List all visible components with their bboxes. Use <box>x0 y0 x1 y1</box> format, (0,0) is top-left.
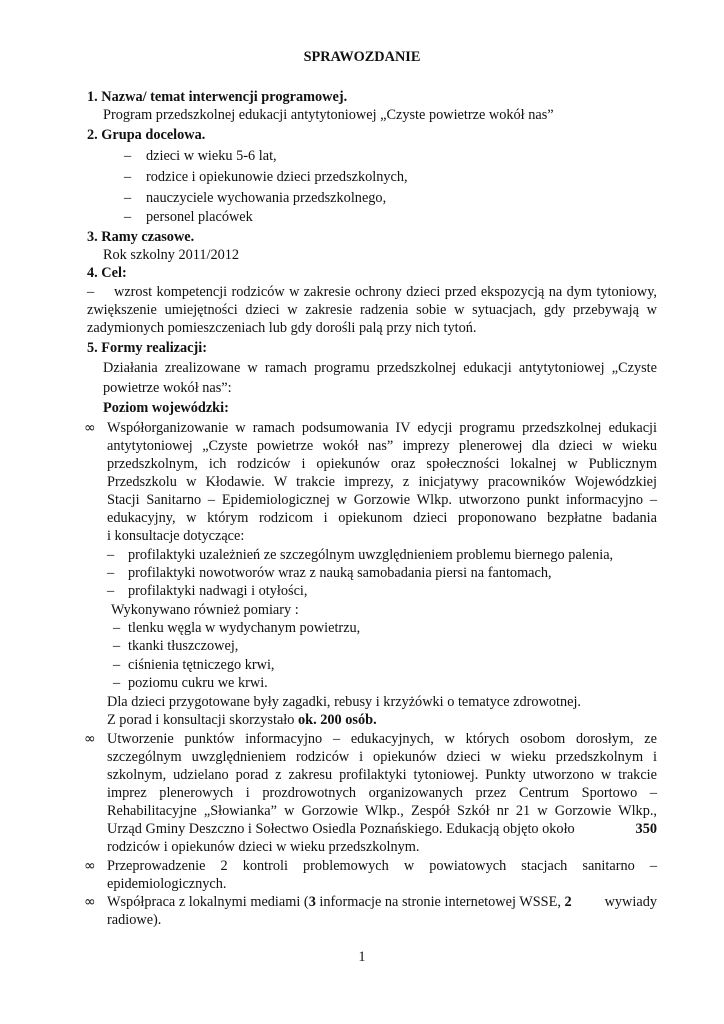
list-dash: – <box>113 638 121 654</box>
media-text-mid: informacje na stronie internetowej WSSE, <box>315 894 565 910</box>
web-info-count: 3 <box>308 894 316 910</box>
bullet-4-line <box>107 893 657 911</box>
bullet-2-line: rodziców i opiekunów dzieci w wieku przedszkolnym. <box>107 839 420 855</box>
bullet-1-line: antytytoniowej „Czyste powietrze wokół nas” imprezy plenerowej dla dzieci w wieku <box>107 438 657 454</box>
measurement-item: tlenku węgla w wydychanym powietrzu, <box>128 620 361 636</box>
level-heading: Poziom wojewódzki: <box>103 400 229 416</box>
section-2-heading: 2. Grupa docelowa. <box>87 127 206 143</box>
consultation-summary <box>107 711 377 729</box>
list-dash: – <box>124 169 132 185</box>
bullet-2-line: szczególnym uwzględnieniem rodziców i opiekunów dzieci w wieku przedszkolnym i <box>107 749 657 765</box>
list-dash: – <box>113 657 121 673</box>
list-item: dzieci w wieku 5-6 lat, <box>146 148 277 164</box>
list-item: rodzice i opiekunowie dzieci przedszkolnych, <box>146 169 408 185</box>
measurements-intro: Wykonywano również pomiary : <box>111 602 299 618</box>
infinity-bullet-icon: ∞ <box>84 858 96 874</box>
list-dash: – <box>113 675 121 691</box>
goal-line: zwiększenie umiejętności dzieci w zakresie radzenia sobie w sytuacjach, gdy przebywają w <box>87 302 657 318</box>
bullet-1-line: Współorganizowanie w ramach podsumowania IV edycji programu przedszkolnej edukacji <box>107 420 657 436</box>
measurement-item: poziomu cukru we krwi. <box>128 675 268 691</box>
list-dash: – <box>124 190 132 206</box>
section-3-heading: 3. Ramy czasowe. <box>87 229 195 245</box>
forms-intro-line: powietrze wokół nas”: <box>103 380 232 396</box>
section-1-heading: 1. Nazwa/ temat interwencji programowej. <box>87 89 348 105</box>
bullet-2-line: Rehabilitacyjne „Słowianka” w Gorzowie Wlkp., Zespół Szkół nr 21 w Gorzowie Wlkp., <box>107 803 657 819</box>
document-title: SPRAWOZDANIE <box>303 49 421 65</box>
measurement-item: tkanki tłuszczowej, <box>128 638 239 654</box>
bullet-3-line: Przeprowadzenie 2 kontroli problemowych w powiatowych stacjach sanitarno – <box>107 858 657 874</box>
bullet-4-line: radiowe). <box>107 912 162 928</box>
list-item: nauczyciele wychowania przedszkolnego, <box>146 190 387 206</box>
list-dash: – <box>124 148 132 164</box>
consultation-text: Z porad i konsultacji skorzystało <box>107 712 298 728</box>
infinity-bullet-icon: ∞ <box>84 420 96 436</box>
prevention-item: profilaktyki nadwagi i otyłości, <box>128 583 308 599</box>
list-dash: – <box>107 583 115 599</box>
interview-count: 2 <box>564 894 572 910</box>
media-text-end: wywiady <box>604 894 657 910</box>
infinity-bullet-icon: ∞ <box>84 731 96 747</box>
list-dash: – <box>124 209 132 225</box>
goal-line: wzrost kompetencji rodziców w zakresie ochrony dzieci przed ekspozycją na dym tytoniowy, <box>114 284 657 300</box>
list-dash: – <box>107 547 115 563</box>
infinity-bullet-icon: ∞ <box>84 894 96 910</box>
forms-intro-line: Działania zrealizowane w ramach programu przedszkolnej edukacji antytytoniowej „Czyste <box>103 360 657 376</box>
page-number: 1 <box>358 949 366 965</box>
list-dash: – <box>107 565 115 581</box>
prevention-item: profilaktyki nowotworów wraz z nauką samobadania piersi na fantomach, <box>128 565 552 581</box>
bullet-2-line: imprez plenerowych i prozdrowotnych organizowanych przez Centrum Sportowo – <box>107 785 657 801</box>
bullet-2-text: Urząd Gminy Deszczno i Sołectwo Osiedla Poznańskiego. Edukacją objęto około <box>107 821 575 837</box>
bullet-2-line: Utworzenie punktów informacyjno – edukacyjnych, w których osobom dorosłym, ze <box>107 731 657 747</box>
list-item: personel placówek <box>146 209 253 225</box>
bullet-3-line: epidemiologicznych. <box>107 876 227 892</box>
bullet-1-line: przedszkolnym, ich rodziców i opiekunów oraz społeczności lokalnej w Publicznym <box>107 456 657 472</box>
educated-count: 350 <box>635 821 657 837</box>
goal-dash: – <box>87 284 95 300</box>
consultation-count: ok. 200 osób. <box>297 712 377 728</box>
bullet-2-line: szkolnym, udzielano porad z zakresu profilaktyki tytoniowej. Punkty utworzono w trakcie <box>107 767 657 783</box>
section-4-heading: 4. Cel: <box>87 265 127 281</box>
list-dash: – <box>113 620 121 636</box>
bullet-1-line: edukacyjny, w którym rodzicom i opiekunom dzieci proponowano bezpłatne badania <box>107 510 657 526</box>
media-text <box>107 893 572 911</box>
bullet-1-line: i konsultacje dotyczące: <box>107 528 245 544</box>
bullet-2-line <box>107 820 657 838</box>
bullet-1-line: Przedszkolu w Kłodawie. W trakcie imprezy, z inicjatywy pracowników Wojewódzkiej <box>107 474 657 490</box>
bullet-1-line: Stacji Sanitarno – Epidemiologicznej w Gorzowie Wlkp. utworzono punkt informacyjno – <box>107 492 657 508</box>
goal-line: zadymionych pomieszczeniach lub gdy dorośli palą przy nich tytoń. <box>87 320 477 336</box>
section-3-text: Rok szkolny 2011/2012 <box>103 247 240 263</box>
measurement-item: ciśnienia tętniczego krwi, <box>128 657 275 673</box>
section-5-heading: 5. Formy realizacji: <box>87 340 208 356</box>
media-text-start: Współpraca z lokalnymi mediami ( <box>107 894 309 910</box>
prevention-item: profilaktyki uzależnień ze szczególnym uwzględnieniem problemu biernego palenia, <box>128 547 614 563</box>
puzzles-text: Dla dzieci przygotowane były zagadki, rebusy i krzyżówki o tematyce zdrowotnej. <box>107 694 582 710</box>
section-1-text: Program przedszkolnej edukacji antytytoniowej „Czyste powietrze wokół nas” <box>103 107 554 123</box>
